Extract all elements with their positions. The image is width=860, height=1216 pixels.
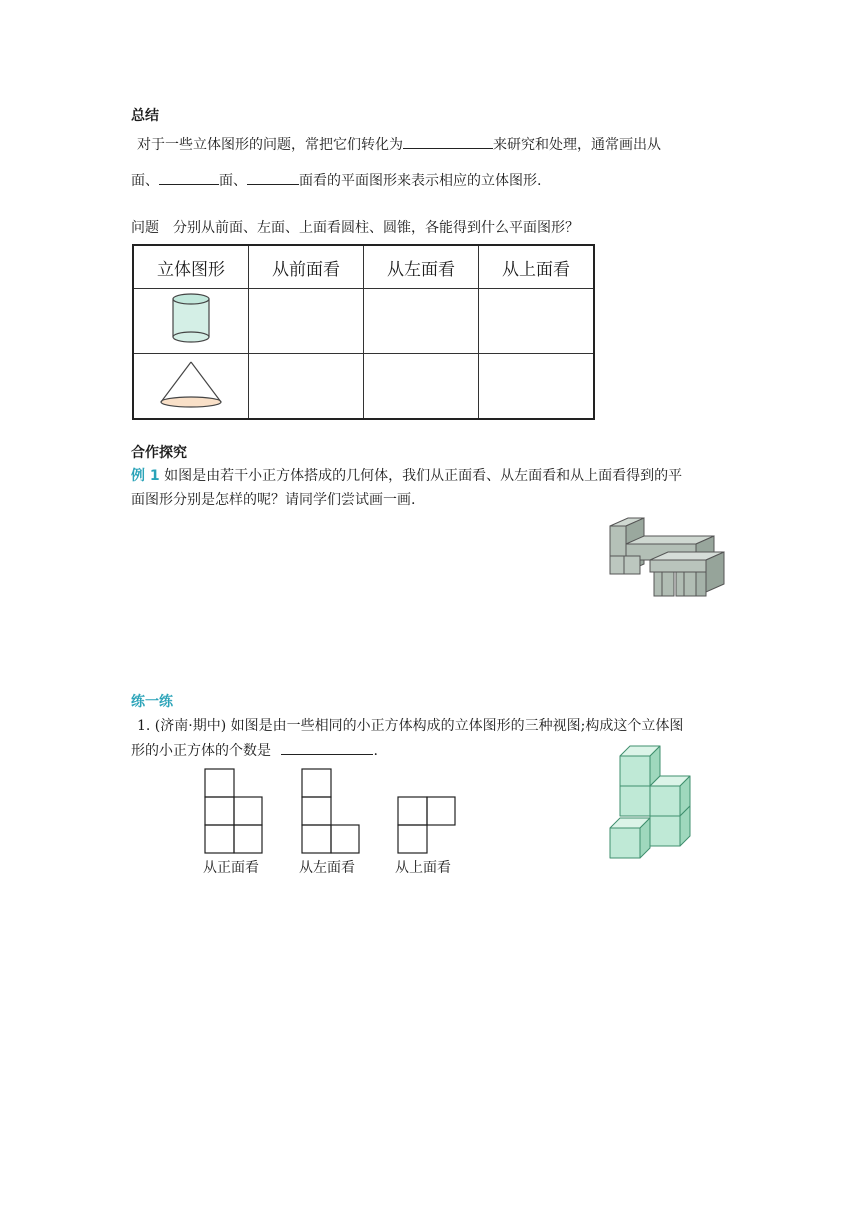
summary-text-e: 面看的平面图形来表示相应的立体图形. — [299, 173, 542, 189]
summary-text-d: 面、 — [219, 173, 247, 189]
header-left: 从左面看 — [364, 245, 479, 289]
header-shape: 立体图形 — [133, 245, 249, 289]
cylinder-front-cell[interactable] — [249, 289, 364, 354]
top-view-grid — [397, 796, 457, 856]
answer-blank-1[interactable] — [403, 134, 493, 149]
answer-blank-2[interactable] — [159, 170, 219, 185]
summary-text-c: 面、 — [131, 173, 159, 189]
front-view-caption: 从正面看 — [203, 860, 259, 876]
cone-front-cell[interactable] — [249, 354, 364, 420]
cylinder-top-cell[interactable] — [479, 289, 595, 354]
views-table — [132, 244, 595, 420]
practice-heading: 练一练 — [131, 694, 173, 710]
practice-line-1: 1. (济南·期中) 如图是由一些相同的小正方体构成的立体图形的三种视图;构成这个立体图 — [137, 718, 684, 734]
table-row — [133, 354, 594, 420]
example-line-1 — [131, 466, 682, 486]
block-solid-figure — [604, 512, 728, 604]
cylinder-left-cell[interactable] — [364, 289, 479, 354]
practice-text-2: 形的小正方体的个数是 — [131, 743, 271, 759]
summary-line-1 — [137, 134, 661, 155]
cone-cell — [133, 354, 249, 420]
example-label: 例 1 — [131, 468, 160, 484]
header-front: 从前面看 — [249, 245, 364, 289]
summary-heading: 总结 — [131, 108, 159, 124]
left-view-caption: 从左面看 — [299, 860, 355, 876]
top-view-caption: 从上面看 — [395, 860, 451, 876]
cone-left-cell[interactable] — [364, 354, 479, 420]
left-view-grid — [301, 768, 361, 856]
cube-stack-figure — [606, 744, 698, 864]
summary-line-2 — [131, 170, 541, 191]
cylinder-icon — [166, 291, 216, 347]
cylinder-cell — [133, 289, 249, 354]
front-view-grid — [204, 768, 264, 856]
practice-line-2 — [131, 740, 378, 761]
table-header-row — [133, 245, 594, 289]
summary-text-b: 来研究和处理，通常画出从 — [493, 137, 661, 153]
example-line-2: 面图形分别是怎样的呢？请同学们尝试画一画. — [131, 492, 416, 508]
answer-blank-3[interactable] — [247, 170, 299, 185]
summary-text-a: 对于一些立体图形的问题，常把它们转化为 — [137, 137, 403, 153]
cone-icon — [156, 356, 226, 412]
explore-heading: 合作探究 — [131, 445, 187, 461]
answer-blank-count[interactable] — [281, 740, 373, 755]
table-row — [133, 289, 594, 354]
question-text: 问题 分别从前面、左面、上面看圆柱、圆锥，各能得到什么平面图形？ — [131, 220, 579, 236]
example-text-1: 如图是由若干小正方体搭成的几何体，我们从正面看、从左面看和从上面看得到的平 — [164, 468, 683, 484]
cone-top-cell[interactable] — [479, 354, 595, 420]
header-top: 从上面看 — [479, 245, 595, 289]
practice-period: . — [373, 743, 378, 759]
